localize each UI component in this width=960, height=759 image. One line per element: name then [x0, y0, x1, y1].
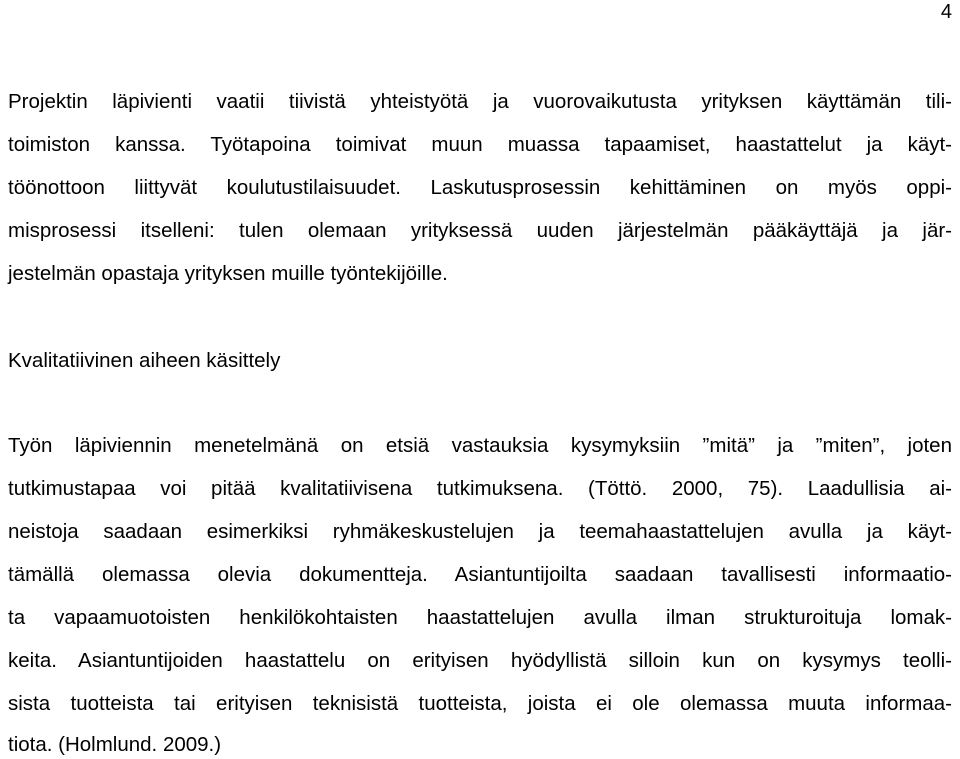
paragraph-line: sista tuotteista tai erityisen teknisistä tuotteista, joista ei ole olemassa muuta informaa- — [8, 692, 952, 715]
page-number: 4 — [940, 1, 952, 23]
paragraph-line: jestelmän opastaja yrityksen muille työntekijöille. — [8, 262, 448, 285]
paragraph-line: töönottoon liittyvät koulutustilaisuudet. Laskutusprosessin kehittäminen on myös oppi- — [8, 176, 952, 199]
paragraph-line: tiota. (Holmlund. 2009.) — [8, 733, 222, 756]
paragraph-line: ta vapaamuotoisten henkilökohtaisten haastattelujen avulla ilman strukturoituja lomak- — [8, 606, 952, 629]
paragraph-line: neistoja saadaan esimerkiksi ryhmäkeskustelujen ja teemahaastattelujen avulla ja käyt- — [8, 520, 952, 543]
paragraph-line: keita. Asiantuntijoiden haastattelu on erityisen hyödyllistä silloin kun on kysymys teolli- — [8, 649, 952, 672]
paragraph-line: tämällä olemassa olevia dokumentteja. Asiantuntijoilta saadaan tavallisesti informaatio- — [8, 563, 952, 586]
paragraph-line: tutkimustapaa voi pitää kvalitatiivisena tutkimuksena. (Töttö. 2000, 75). Laadullisia ai- — [8, 477, 952, 500]
paragraph-line: misprosessi itselleni: tulen olemaan yrityksessä uuden järjestelmän pääkäyttäjä ja jär- — [8, 219, 952, 242]
paragraph-line: Työn läpiviennin menetelmänä on etsiä vastauksia kysymyksiin ”mitä” ja ”miten”, joten — [8, 434, 952, 457]
section-heading: Kvalitatiivinen aiheen käsittely — [8, 349, 281, 372]
paragraph-line: toimiston kanssa. Työtapoina toimivat muun muassa tapaamiset, haastattelut ja käyt- — [8, 133, 952, 156]
paragraph-line: Projektin läpivienti vaatii tiivistä yhteistyötä ja vuorovaikutusta yrityksen käyttämän tili- — [8, 90, 952, 113]
